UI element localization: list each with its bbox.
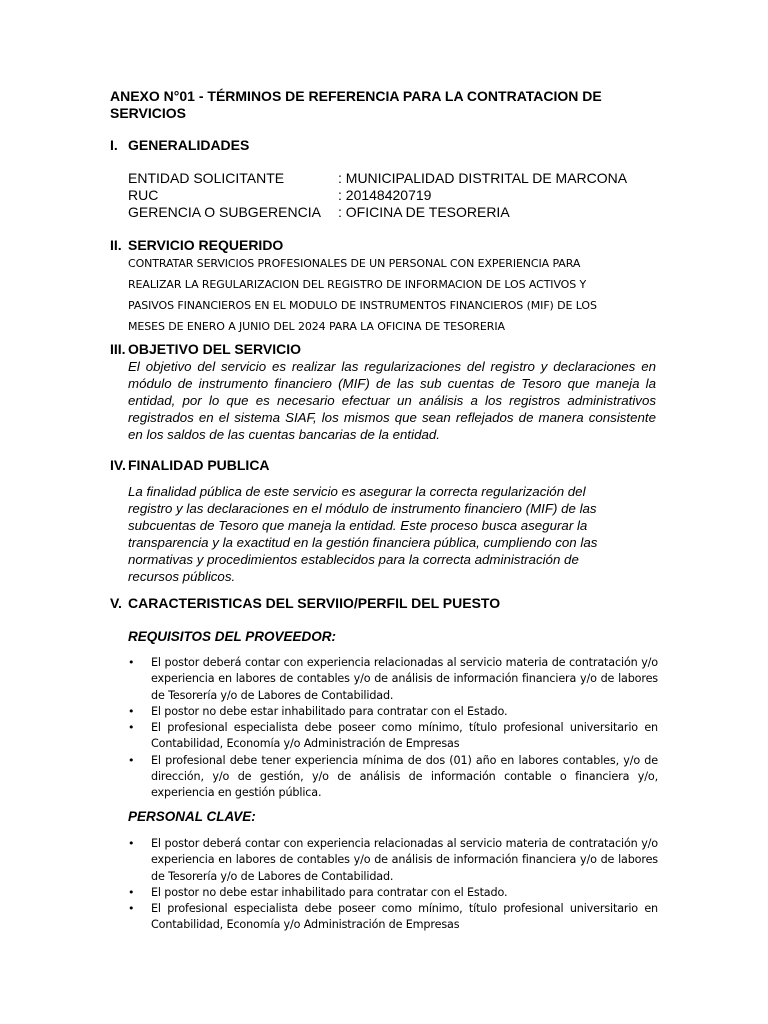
bullet-icon: • (128, 656, 135, 669)
bullet-icon: • (128, 902, 135, 916)
section-number: IV. (110, 457, 126, 473)
personal-clave-list (128, 836, 658, 934)
section-number: III. (110, 341, 126, 357)
section-number: V. (110, 595, 122, 611)
list-item (128, 704, 658, 720)
section-title: CARACTERISTICAS DEL SERVIIO/PERFIL DEL PUESTO (128, 595, 501, 611)
list-item-text: El profesional debe tener experiencia mínima de dos (01) año en labores contables, y/o de dirección, y/o de gestión, y/o de análisis de información contable o financiera y/o, experiencia en gestión pública. (151, 753, 658, 800)
finalidad-body (128, 483, 648, 585)
list-item-text: El postor no debe estar inhabilitado para contratar con el Estado. (151, 885, 508, 899)
section-number: I. (110, 137, 118, 153)
text-line: subcuentas de Tesoro que maneja la entidad. Este proceso busca asegurar la (128, 518, 588, 533)
list-item-text: El postor no debe estar inhabilitado para contratar con el Estado. (151, 704, 508, 718)
section-heading-objetivo (110, 341, 301, 358)
bullet-icon: • (128, 704, 135, 718)
text-line: normativas y procedimientos establecidos para la correcta administración de (128, 552, 579, 567)
section-heading-caracteristicas (110, 595, 500, 612)
requisitos-list (128, 655, 658, 802)
list-item (128, 655, 658, 704)
section-title: OBJETIVO DEL SERVICIO (128, 341, 301, 357)
info-key: ENTIDAD SOLICITANTE (128, 170, 285, 186)
list-item (128, 753, 658, 802)
section-title: GENERALIDADES (128, 137, 250, 153)
text-line: MESES DE ENERO A JUNIO DEL 2024 PARA LA OFICINA DE TESORERIA (128, 320, 505, 333)
info-row-entidad (128, 170, 627, 187)
text-line: transparencia y la exactitud en la gestión financiera pública, cumpliendo con las (128, 535, 598, 550)
list-item (128, 720, 658, 753)
personal-clave-heading: PERSONAL CLAVE: (128, 809, 256, 824)
section-heading-generalidades (110, 137, 249, 154)
info-key: RUC (128, 187, 159, 203)
document-title: ANEXO N°01 - TÉRMINOS DE REFERENCIA PARA LA CONTRATACION DE SERVICIOS (110, 88, 602, 121)
info-value: : OFICINA DE TESORERIA (338, 204, 510, 220)
info-row-ruc (128, 187, 431, 204)
section-title: FINALIDAD PUBLICA (128, 457, 270, 473)
list-item (128, 885, 658, 901)
list-item-text: El postor deberá contar con experiencia relacionadas al servicio materia de contratación y/o experiencia en labores de contables y/o de análisis de información financiera y/o de labores de Tesorería y/o de Labores de Contabilidad. (151, 837, 658, 883)
text-line: CONTRATAR SERVICIOS PROFESIONALES DE UN PERSONAL CON EXPERIENCIA PARA (128, 257, 581, 270)
section-heading-finalidad (110, 457, 270, 474)
info-value: : MUNICIPALIDAD DISTRITAL DE MARCONA (338, 170, 628, 186)
list-item (128, 901, 658, 934)
requisitos-heading: REQUISITOS DEL PROVEEDOR: (128, 629, 337, 644)
text-line: registro y las declaraciones en el módulo de instrumento financiero (MIF) de las (128, 501, 597, 516)
bullet-icon: • (128, 837, 135, 850)
section-title: SERVICIO REQUERIDO (128, 237, 284, 253)
section-heading-servicio-requerido (110, 237, 283, 254)
servicio-requerido-text (128, 253, 648, 337)
text-line: PASIVOS FINANCIEROS EN EL MODULO DE INSTRUMENTOS FINANCIEROS (MIF) DE LOS (128, 299, 597, 312)
text-line: La finalidad pública de este servicio es asegurar la correcta regularización del (128, 484, 586, 499)
list-item-text: El postor deberá contar con experiencia relacionadas al servicio materia de contratación y/o experiencia en labores de contables y/o de análisis de información financiera y/o de labores de Tesorería y/o de Labores de Contabilidad. (151, 656, 658, 702)
list-item-text: El profesional especialista debe poseer como mínimo, título profesional universitario en Contabilidad, Economía y/o Administración de Empresas (151, 721, 658, 751)
bullet-icon: • (128, 753, 135, 767)
bullet-icon: • (128, 721, 135, 735)
list-item (128, 836, 658, 885)
text-line: REALIZAR LA REGULARIZACION DEL REGISTRO DE INFORMACION DE LOS ACTIVOS Y (128, 278, 587, 291)
section-number: II. (110, 237, 122, 253)
objetivo-body: El objetivo del servicio es realizar las regularizaciones del registro y declaraciones en módulo de instrumento financiero (MIF) de las sub cuentas de Tesoro que maneja la entidad, por lo que es necesario efectuar un análisis a los registros administrativos registrados en el sistema SIAF, los mismos que sean reflejados de manera consistente en los saldos de las cuentas bancarias de la entidad. (128, 359, 656, 442)
info-key: GERENCIA O SUBGERENCIA (128, 204, 321, 220)
text-line: recursos públicos. (128, 569, 236, 584)
info-row-gerencia (128, 204, 510, 221)
info-value: : 20148420719 (338, 187, 432, 203)
list-item-text: El profesional especialista debe poseer como mínimo, título profesional universitario en Contabilidad, Economía y/o Administración de Empresas (151, 902, 658, 932)
bullet-icon: • (128, 885, 135, 899)
